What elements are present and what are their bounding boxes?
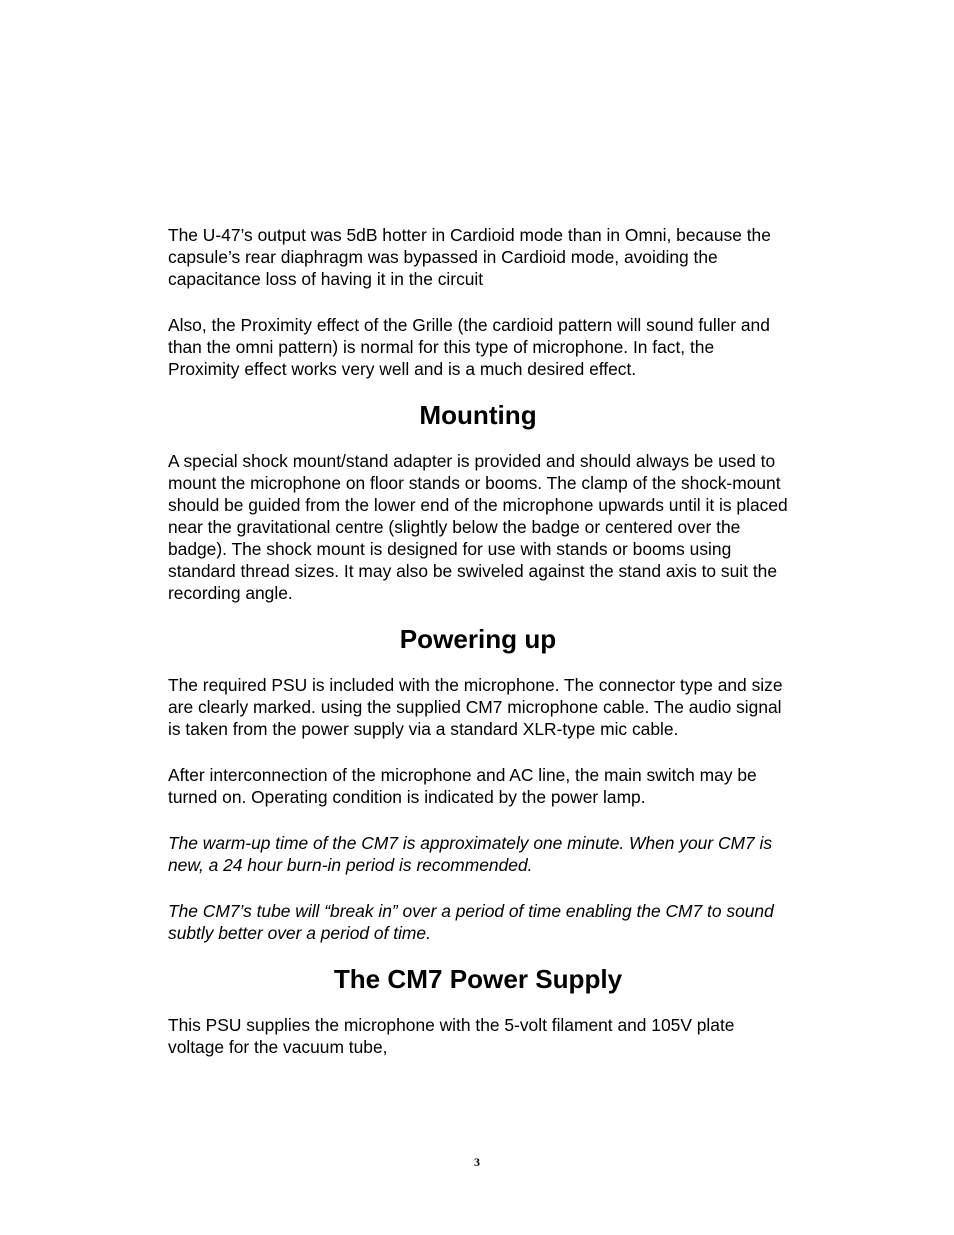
- page-number: 3: [474, 1155, 480, 1169]
- power-supply-heading: The CM7 Power Supply: [333, 964, 623, 994]
- intro-paragraph-1: The U-47’s output was 5dB hotter in Cardioid mode than in Omni, because the capsule’s rear diaphragm was bypassed in Cardioid mode, avoiding the capacitance loss of having it in the circuit: [168, 225, 771, 289]
- mounting-heading: Mounting: [419, 400, 537, 430]
- intro-paragraph-2: Also, the Proximity effect of the Grille (the cardioid pattern will sound fuller and than the omni pattern) is normal for this type of microphone. In fact, the Proximity effect works very well and is a much desired effect.: [168, 315, 770, 379]
- mounting-paragraph: A special shock mount/stand adapter is provided and should always be used to mount the microphone on floor stands or booms. The clamp of the shock-mount should be guided from the lower end of the microphone upwards until it is placed near the gravitational centre (slightly below the badge or centered over the badge). The shock mount is designed for use with stands or booms using standard thread sizes. It may also be swiveled against the stand axis to suit the recording angle.: [168, 451, 788, 603]
- powering-up-heading: Powering up: [399, 624, 557, 654]
- power-supply-paragraph: This PSU supplies the microphone with the 5-volt filament and 105V plate voltage for the vacuum tube,: [168, 1015, 735, 1057]
- powering-up-paragraph-1: The required PSU is included with the microphone. The connector type and size are clearly marked. using the supplied CM7 microphone cable. The audio signal is taken from the power supply via a standard XLR-type mic cable.: [168, 675, 783, 739]
- powering-up-paragraph-2: After interconnection of the microphone and AC line, the main switch may be turned on. Operating condition is indicated by the power lamp.: [168, 765, 757, 807]
- warm-up-note: The warm-up time of the CM7 is approximately one minute. When your CM7 is new, a 24 hour burn-in period is recommended.: [168, 833, 773, 875]
- break-in-note: The CM7’s tube will “break in” over a period of time enabling the CM7 to sound subtly better over a period of time.: [168, 901, 774, 943]
- document-body: [168, 224, 788, 1082]
